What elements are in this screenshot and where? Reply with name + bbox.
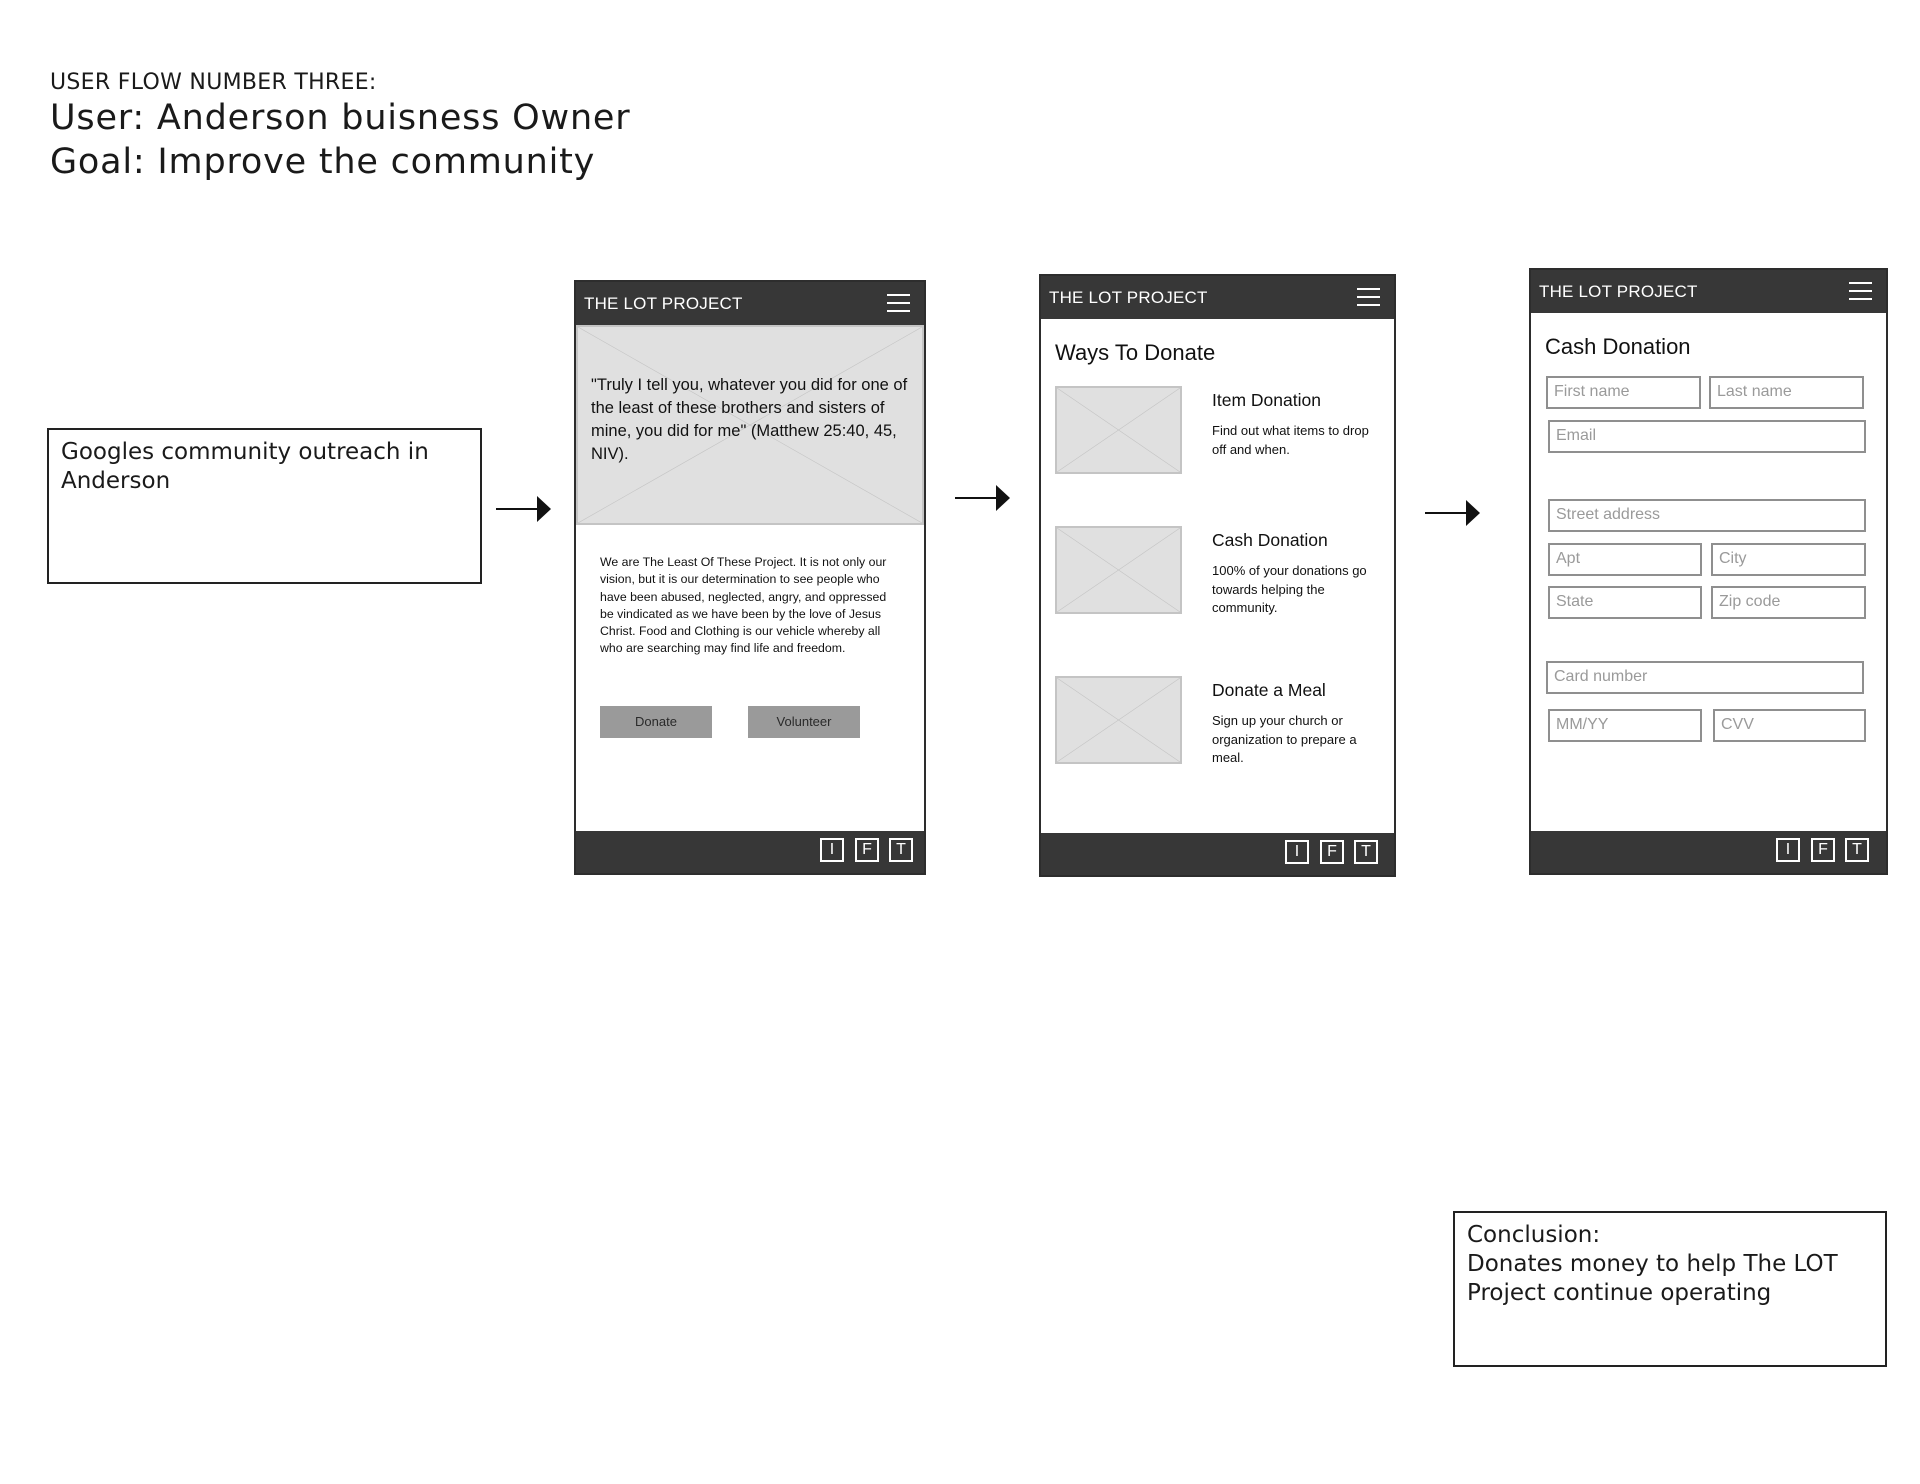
twitter-icon[interactable]: T	[1354, 840, 1378, 864]
city-field[interactable]: City	[1711, 543, 1866, 576]
home-screen	[574, 280, 926, 875]
cash-donation-option[interactable]	[1055, 526, 1385, 618]
footer-bar	[1531, 831, 1886, 873]
option-description: Find out what items to drop off and when.	[1212, 423, 1369, 457]
hamburger-menu-icon[interactable]	[1357, 286, 1380, 308]
facebook-icon[interactable]: F	[1811, 838, 1835, 862]
option-title: Donate a Meal	[1212, 680, 1326, 700]
option-title: Cash Donation	[1212, 530, 1328, 550]
first-name-field[interactable]: First name	[1546, 376, 1701, 409]
conclusion-note-line: Project continue operating	[1467, 1280, 1772, 1306]
conclusion-note-line: Conclusion:	[1467, 1222, 1601, 1248]
scripture-quote: "Truly I tell you, whatever you did for one of the least of these brothers and sisters of mine, you did for me" (Matthew 25:40, 45, NIV).	[591, 376, 908, 463]
last-name-field[interactable]: Last name	[1709, 376, 1864, 409]
cash-donation-screen	[1529, 268, 1888, 875]
start-note	[47, 428, 482, 584]
ways-to-donate-screen	[1039, 274, 1396, 877]
expiry-field[interactable]: MM/YY	[1548, 709, 1702, 742]
image-placeholder	[1055, 676, 1182, 764]
image-placeholder	[1055, 386, 1182, 474]
conclusion-note-line: Donates money to help The LOT	[1467, 1251, 1838, 1277]
top-bar	[576, 282, 924, 325]
twitter-icon[interactable]: T	[1845, 838, 1869, 862]
state-field[interactable]: State	[1548, 586, 1702, 619]
top-bar	[1531, 270, 1886, 313]
email-field[interactable]: Email	[1548, 420, 1866, 453]
apt-field[interactable]: Apt	[1548, 543, 1702, 576]
image-placeholder	[1055, 526, 1182, 614]
hamburger-menu-icon[interactable]	[1849, 280, 1872, 302]
flow-arrow	[496, 508, 549, 510]
donate-meal-option[interactable]	[1055, 676, 1385, 768]
footer-bar	[1041, 833, 1394, 875]
item-donation-option[interactable]	[1055, 386, 1385, 478]
option-description: 100% of your donations go towards helping the community.	[1212, 563, 1367, 615]
brand-title: THE LOT PROJECT	[1539, 282, 1698, 301]
donate-button[interactable]: Donate	[600, 706, 712, 738]
hamburger-menu-icon[interactable]	[887, 292, 910, 314]
start-note-line: Anderson	[61, 468, 171, 494]
cvv-field[interactable]: CVV	[1713, 709, 1866, 742]
facebook-icon[interactable]: F	[855, 838, 879, 862]
option-description: Sign up your church or organization to prepare a meal.	[1212, 713, 1357, 765]
brand-title: THE LOT PROJECT	[1049, 288, 1208, 307]
instagram-icon[interactable]: I	[1285, 840, 1309, 864]
top-bar	[1041, 276, 1394, 319]
flow-arrow	[955, 497, 1008, 499]
street-address-field[interactable]: Street address	[1548, 499, 1866, 532]
volunteer-button[interactable]: Volunteer	[748, 706, 860, 738]
screen-title: Cash Donation	[1545, 334, 1691, 359]
about-text: We are The Least Of These Project. It is not only our vision, but it is our determination to see people who have been abused, neglected, angry, and oppressed be vindicated as we have been by the love of Jesus Christ. Food and Clothing is our vehicle whereby all who are searching may find life and freedom.	[600, 555, 887, 656]
instagram-icon[interactable]: I	[1776, 838, 1800, 862]
card-number-field[interactable]: Card number	[1546, 661, 1864, 694]
conclusion-note	[1453, 1211, 1887, 1367]
flow-user-label: User: Anderson buisness Owner	[50, 98, 631, 138]
flow-arrow	[1425, 512, 1478, 514]
zip-code-field[interactable]: Zip code	[1711, 586, 1866, 619]
flow-goal-label: Goal: Improve the community	[50, 142, 596, 182]
option-title: Item Donation	[1212, 390, 1321, 410]
twitter-icon[interactable]: T	[889, 838, 913, 862]
flow-number-label: USER FLOW NUMBER THREE:	[50, 70, 377, 95]
brand-title: THE LOT PROJECT	[584, 294, 743, 313]
facebook-icon[interactable]: F	[1320, 840, 1344, 864]
screen-title: Ways To Donate	[1055, 340, 1216, 365]
start-note-line: Googles community outreach in	[61, 439, 429, 465]
footer-bar	[576, 831, 924, 873]
instagram-icon[interactable]: I	[820, 838, 844, 862]
